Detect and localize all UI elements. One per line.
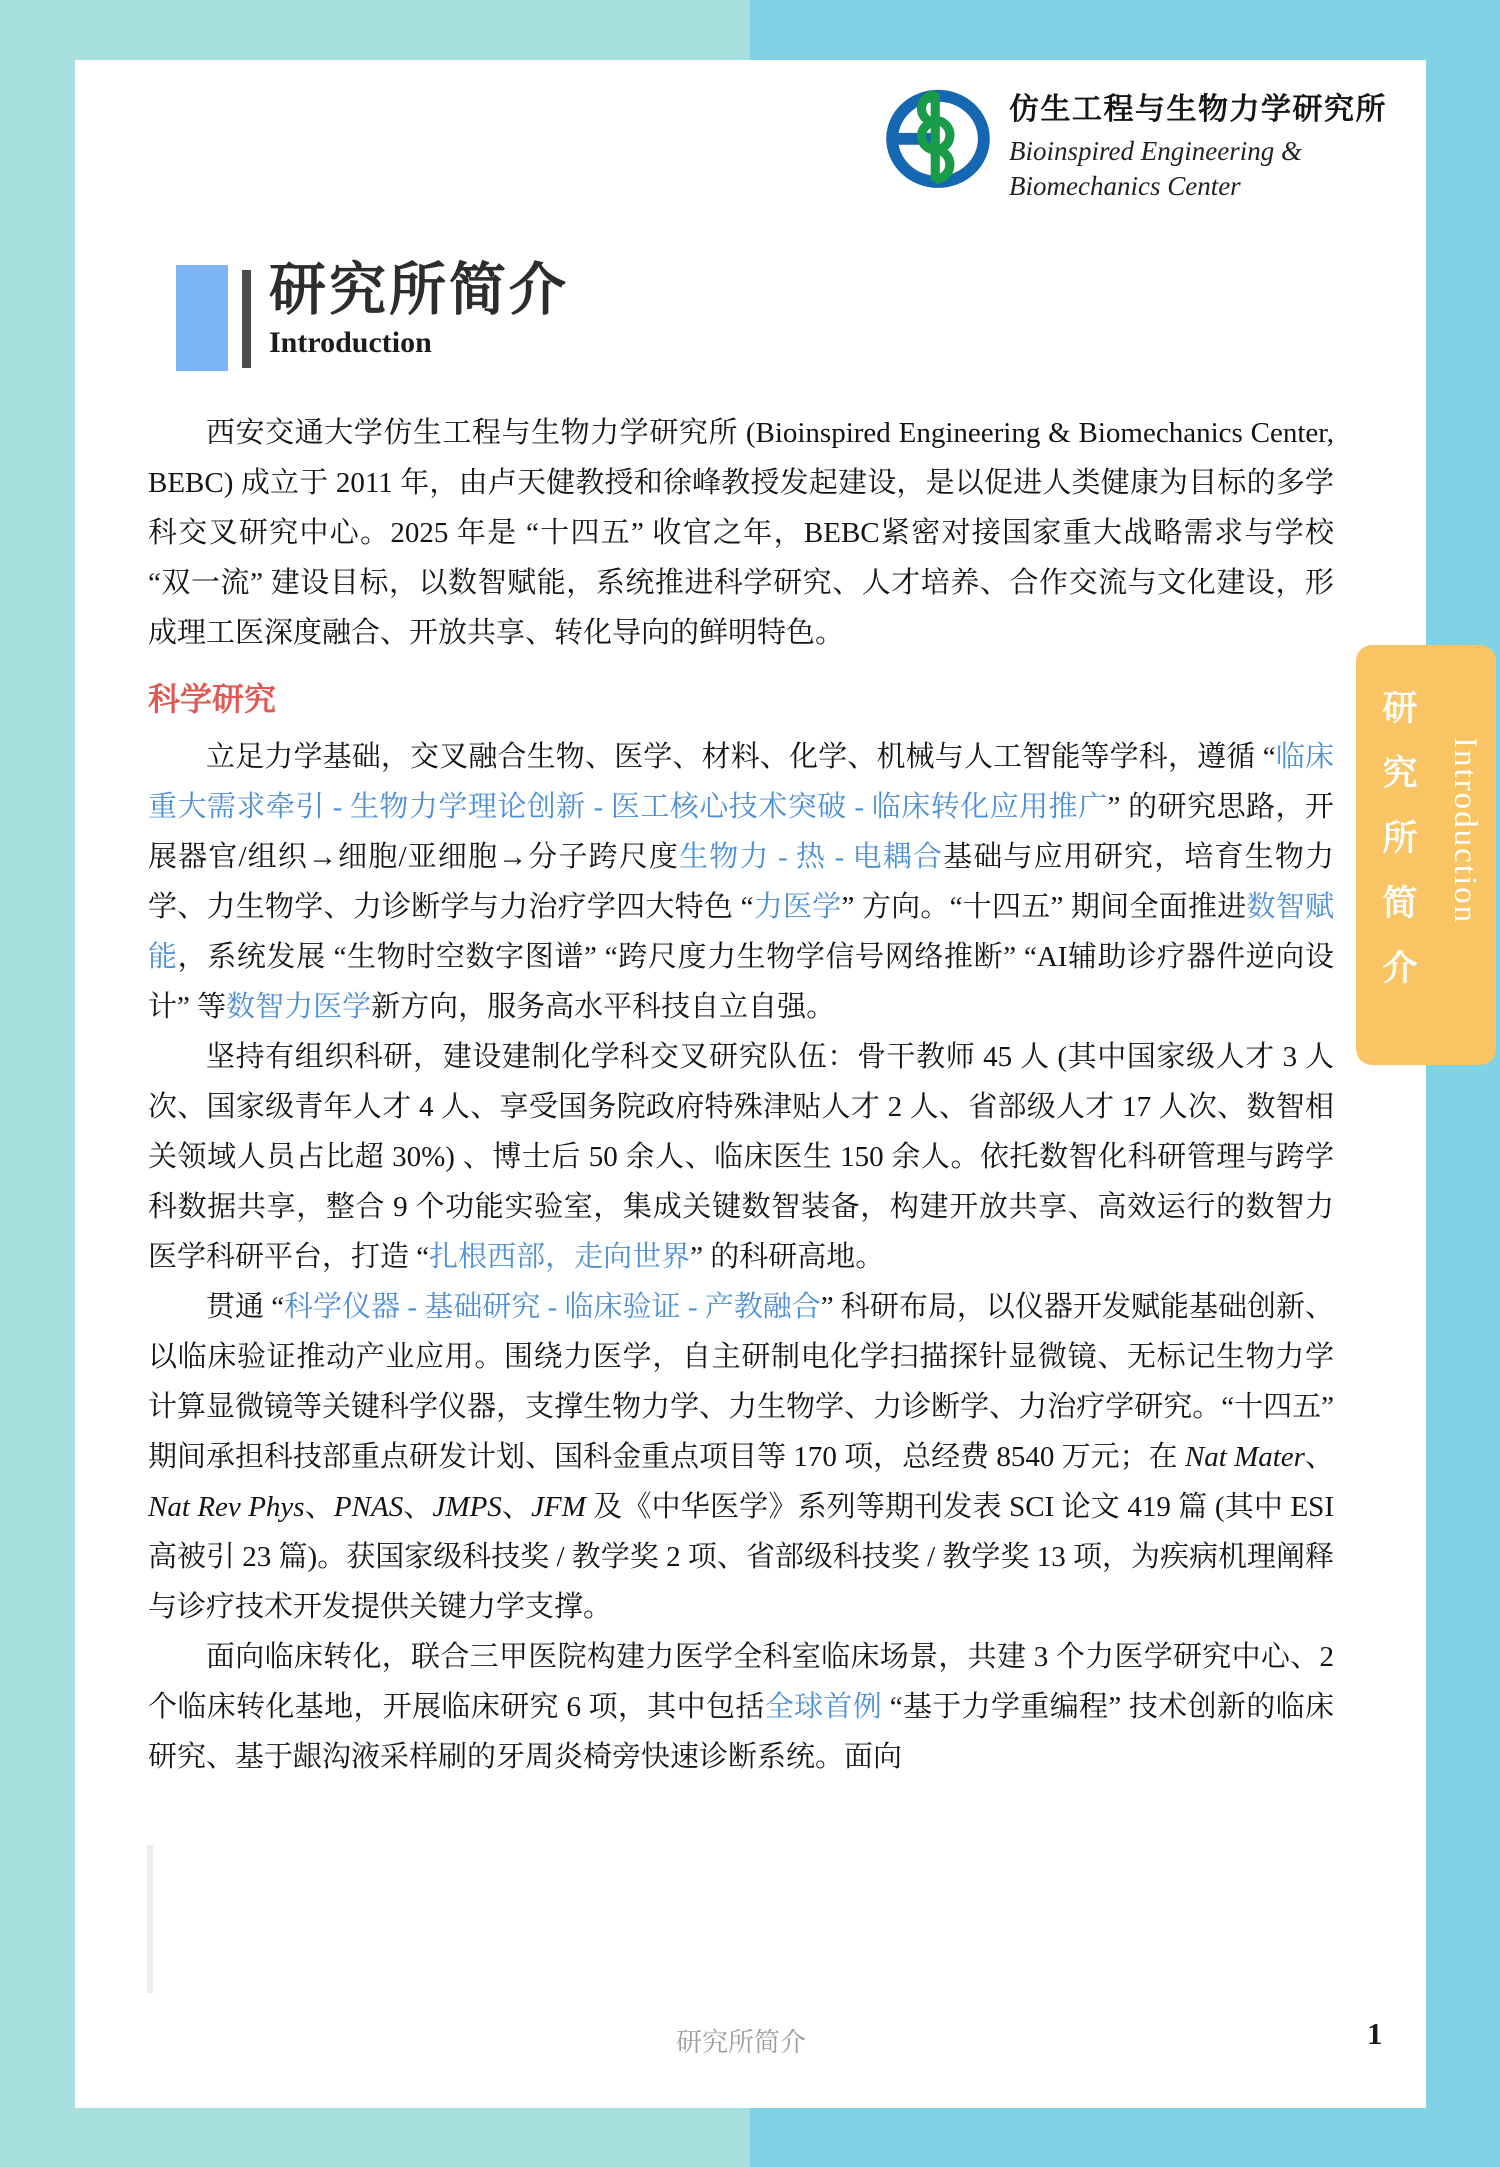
section-title-block: [269, 258, 569, 360]
science-paragraph-4: 面向临床转化，联合三甲医院构建力医学全科室临床场景，共建 3 个力医学研究中心、2 个临床转化基地，开展临床研究 6 项，其中包括全球首例 “基于力学重编程” 技术创新的临床研究、基于龈沟液采样刷的牙周炎椅旁快速诊断系统。面向: [148, 1641, 1334, 1773]
body-text: [148, 408, 1334, 1782]
page-number: 1: [1367, 2016, 1383, 2051]
title-accent-square: [176, 265, 228, 371]
org-name-cn: 仿生工程与生物力学研究所: [1009, 93, 1387, 126]
bebc-logo-icon: [883, 80, 993, 194]
side-tab-introduction: [1356, 645, 1496, 1065]
org-name-en: [1009, 134, 1387, 204]
page-title-cn: 研究所简介: [269, 258, 569, 322]
science-paragraph-1: 立足力学基础，交叉融合生物、医学、材料、化学、机械与人工智能等学科，遵循 “临床重大需求牵引 - 生物力学理论创新 - 医工核心技术突破 - 临床转化应用推广” 的研究思路，开展器官/组织→细胞/亚细胞→分子跨尺度生物力 - 热 - 电耦合基础与应用研究，培育生物力学、力生物学、力诊断学与力治疗学四大特色 “力医学” 方向。“十四五” 期间全面推进数智赋能，系统发展 “生物时空数字图谱” “跨尺度力生物学信号网络推断” “AI辅助诊疗器件逆向设计” 等数智力医学新方向，服务高水平科技自立自强。: [148, 741, 1334, 1023]
footer-running-title: 研究所简介: [675, 2028, 806, 2057]
org-name-en-line1: Bioinspired Engineering &: [1009, 136, 1302, 166]
intro-paragraph: 西安交通大学仿生工程与生物力学研究所 (Bioinspired Engineering & Biomechanics Center, BEBC) 成立于 2011 年，由卢天健教授和徐峰教授发起建设，是以促进人类健康为目标的多学科交叉研究中心。2025 年是 “十四五” 收官之年，BEBC紧密对接国家重大战略需求与学校 “双一流” 建设目标，以数智赋能，系统推进科学研究、人才培养、合作交流与文化建设，形成理工医深度融合、开放共享、转化导向的鲜明特色。: [148, 417, 1334, 649]
header: [883, 80, 1387, 204]
title-accent-bar: [242, 270, 251, 368]
side-tab-label-en: Introduction: [1447, 737, 1483, 925]
science-paragraph-2: 坚持有组织科研，建设建制化学科交叉研究队伍：骨干教师 45 人 (其中国家级人才 3 人次、国家级青年人才 4 人、享受国务院政府特殊津贴人才 2 人、省部级人才 17 人次、数智相关领域人员占比超 30%) 、博士后 50 余人、临床医生 150 余人。依托数智化科研管理与跨学科数据共享，整合 9 个功能实验室，集成关键数智装备，构建开放共享、高效运行的数智力医学科研平台，打造 “扎根西部，走向世界” 的科研高地。: [148, 1041, 1334, 1273]
page-content-area: [75, 60, 1426, 2108]
header-org-names: [1009, 80, 1387, 204]
science-research-heading: 科学研究: [148, 681, 277, 717]
page-title-en: Introduction: [269, 326, 432, 359]
side-tab-label-cn: 研究所简介: [1378, 689, 1417, 1014]
org-name-en-line2: Biomechanics Center: [1009, 171, 1241, 201]
left-margin-artifact: [147, 1845, 153, 1993]
science-paragraph-3: 贯通 “科学仪器 - 基础研究 - 临床验证 - 产教融合” 科研布局，以仪器开发赋能基础创新、以临床验证推动产业应用。围绕力医学，自主研制电化学扫描探针显微镜、无标记生物力学计算显微镜等关键科学仪器，支撑生物力学、力生物学、力诊断学、力治疗学研究。“十四五” 期间承担科技部重点研发计划、国科金重点项目等 170 项，总经费 8540 万元；在 Nat Mater、Nat Rev Phys、PNAS、JMPS、JFM 及《中华医学》系列等期刊发表 SCI 论文 419 篇 (其中 ESI 高被引 23 篇)。获国家级科技奖 / 教学奖 2 项、省部级科技奖 / 教学奖 13 项，为疾病机理阐释与诊疗技术开发提供关键力学支撑。: [148, 1291, 1334, 1623]
